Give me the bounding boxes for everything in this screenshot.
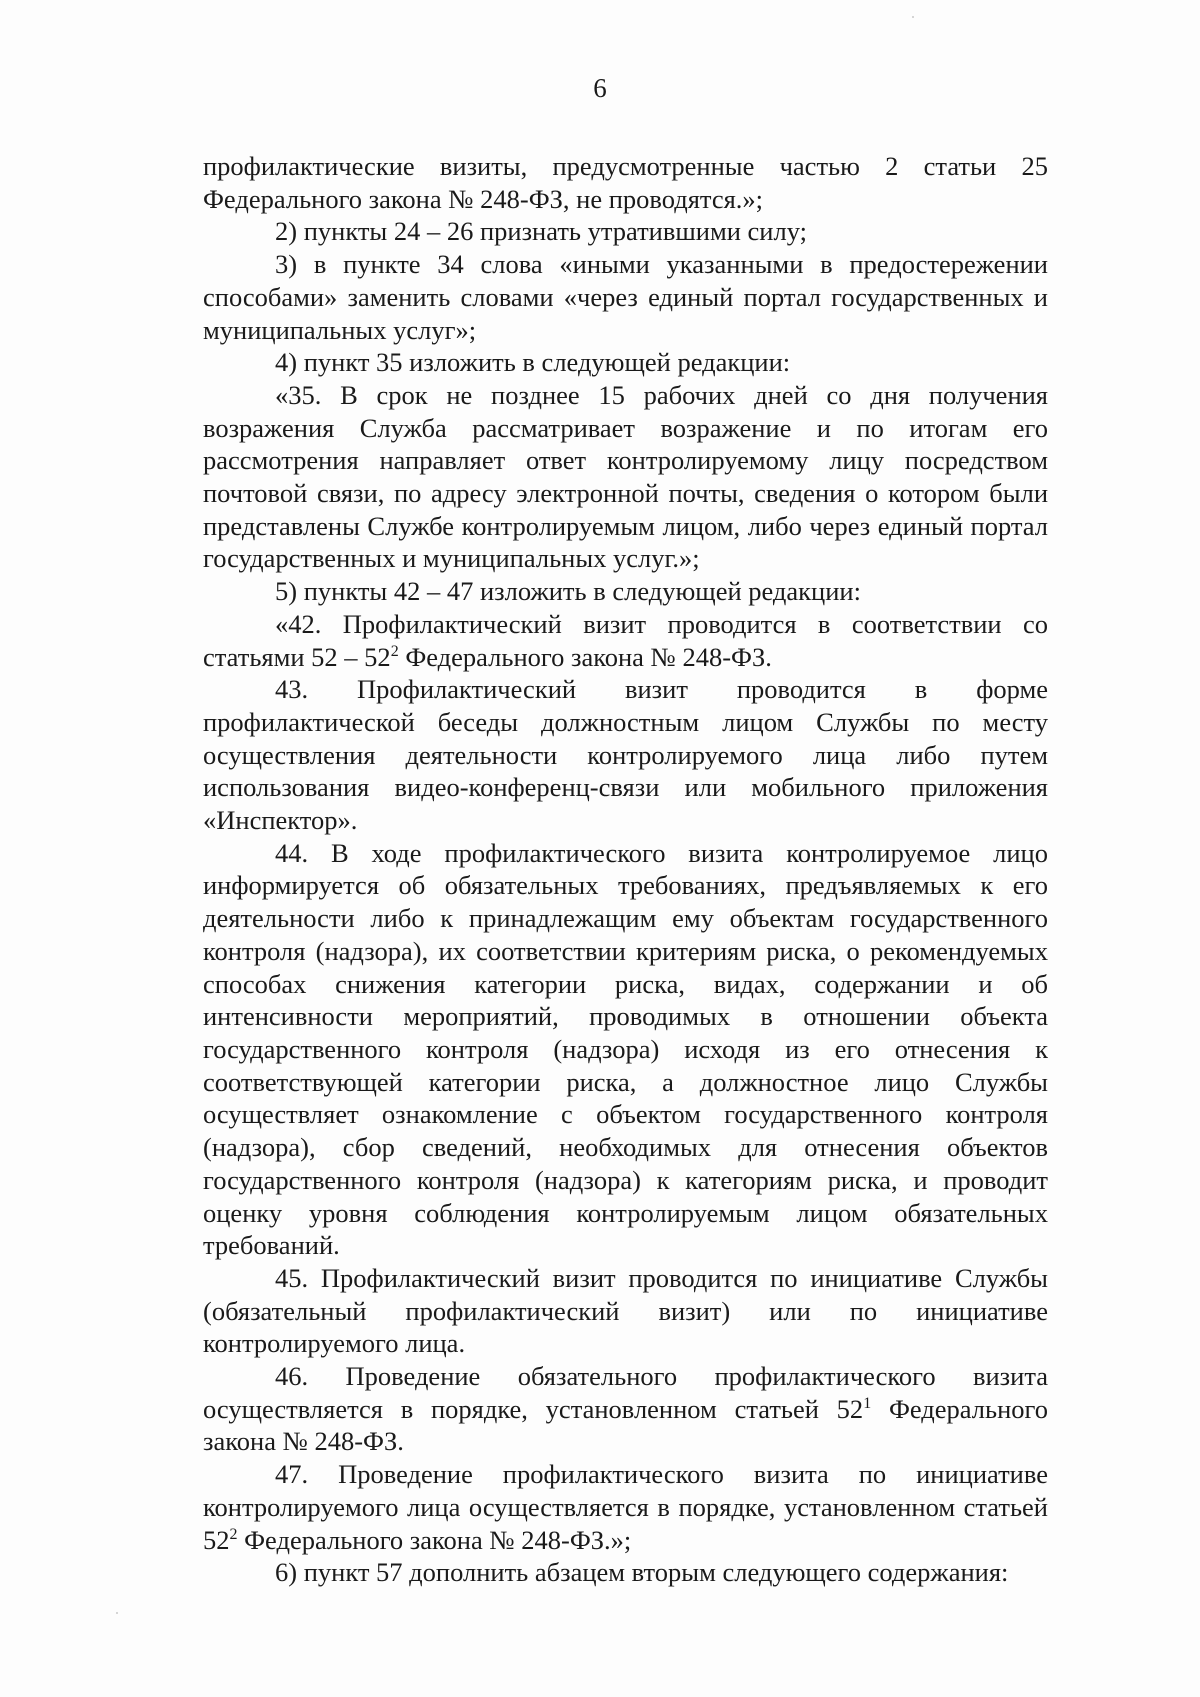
clause-42-text: «42. Профилактический визит проводится в соответствии со статьями 52 – 52 xyxy=(203,608,1048,672)
paragraph-clause-44: 44. В ходе профилактического визита контролируемое лицо информируется об обязательных требованиях, предъявляемых к его деятельности либо к принадлежащим ему объектам государственного контроля (надзора), их соответствии критериям риска, о рекомендуемых способах снижения категории риска, видах, содержании и об интенсивности мероприятий, проводимых в отношении объекта государственного контроля (надзора) исходя из его отнесения к соответствующей категории риска, а должностное лицо Службы осуществляет ознакомление с объектом государственного контроля (надзора), сбор сведений, необходимых для отнесения объектов государственного контроля (надзора) к категориям риска, и проводит оценку уровня соблюдения контролируемым лицом обязательных требований. xyxy=(203,837,1048,1261)
paragraph-clause-35: «35. В срок не позднее 15 рабочих дней со дня получения возражения Служба рассматривает возражение и по итогам его рассмотрения направляет ответ контролируемому лицу посредством почтовой связи, по адресу электронной почты, сведения о котором были представлены Службе контролируемым лицом, либо через единый портал государственных и муниципальных услуг.»; xyxy=(203,379,1048,574)
paragraph-item-2: 2) пункты 24 – 26 признать утратившими силу; xyxy=(275,216,807,247)
clause-42-text-end: Федерального закона № 248-ФЗ. xyxy=(398,641,772,672)
paragraph-clause-42 xyxy=(203,608,1048,673)
paragraph-clause-43: 43. Профилактический визит проводится в форме профилактической беседы должностным лицом Службы по месту осуществления деятельности контролируемого лица либо путем использования видео-конференц-связи или мобильного приложения «Инспектор». xyxy=(203,674,1048,836)
paragraph-clause-45: 45. Профилактический визит проводится по инициативе Службы (обязательный профилактический визит) или по инициативе контролируемого лица. xyxy=(203,1262,1048,1359)
paragraph-continuation: профилактические визиты, предусмотренные частью 2 статьи 25 Федерального закона № 248-ФЗ, не проводятся.»; xyxy=(203,151,1048,214)
clause-47-superscript: 2 xyxy=(229,1525,238,1543)
clause-46-text-end: Федерального закона № 248-ФЗ. xyxy=(203,1393,1048,1457)
clause-47-text: 47. Проведение профилактического визита по инициативе контролируемого лица осуществляется в порядке, установленном статьей 52 xyxy=(203,1459,1048,1555)
paragraph-clause-47 xyxy=(203,1458,1048,1556)
paragraph-item-5: 5) пункты 42 – 47 изложить в следующей редакции: xyxy=(275,576,861,607)
clause-47-text-end: Федерального закона № 248-ФЗ.»; xyxy=(237,1524,632,1555)
paragraph-item-4: 4) пункт 35 изложить в следующей редакции: xyxy=(275,347,791,378)
clause-42-superscript: 2 xyxy=(390,642,399,660)
paragraph-clause-46 xyxy=(203,1360,1048,1458)
paragraph-item-3: 3) в пункте 34 слова «иными указанными в предостережении способами» заменить словами «через единый портал государственных и муниципальных услуг»; xyxy=(203,249,1048,345)
scan-speck xyxy=(116,1612,118,1614)
clause-46-superscript: 1 xyxy=(863,1394,872,1412)
document-body xyxy=(203,150,1048,1589)
clause-46-text: 46. Проведение обязательного профилактического визита осуществляется в порядке, установленном статьей 52 xyxy=(203,1361,1048,1424)
page-number: 6 xyxy=(593,73,607,103)
scan-speck xyxy=(912,16,914,18)
paragraph-item-6: 6) пункт 57 дополнить абзацем вторым следующего содержания: xyxy=(275,1557,1009,1588)
